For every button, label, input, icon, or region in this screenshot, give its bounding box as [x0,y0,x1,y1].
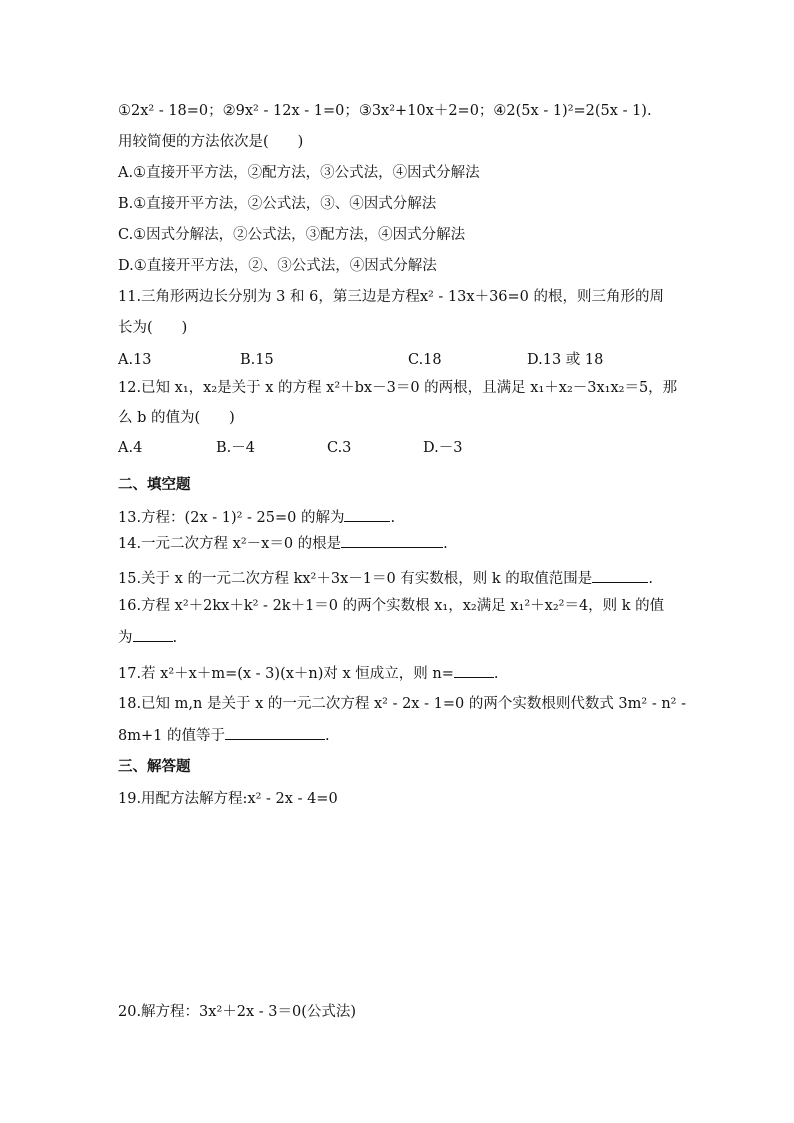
section-answer-heading: 三、解答题 [118,759,191,775]
q16-blank [133,627,173,642]
q11-option-a: A.13 [118,352,152,368]
q16-text: 为 [118,630,133,646]
q18-text: 8m+1 的值等于 [118,728,225,744]
q15-blank [592,568,648,583]
q13 [118,507,395,528]
q10-line1: ①2x² - 18=0；②9x² - 12x - 1=0；③3x²+10x＋2=0；④2(5x - 1)²=2(5x - 1). [118,103,652,119]
q11-line2: 长为( ) [118,320,188,336]
q11-option-b: B.15 [240,352,274,368]
q12-line1: 12.已知 x₁，x₂是关于 x 的方程 x²＋bx－3＝0 的两根，且满足 x₁＋x₂－3x₁x₂＝5，那 [118,380,678,396]
q14-blank [341,533,443,548]
q20: 20.解方程：3x²＋2x - 3＝0(公式法) [118,1004,357,1020]
q17-blank [454,663,494,678]
section-fill-in-heading: 二、填空题 [118,477,191,493]
q13-period: . [390,510,396,526]
q18-blank [225,725,325,740]
q18-line2 [118,725,330,746]
q14 [118,533,448,554]
q10-line2: 用较简便的方法依次是( ) [118,134,304,150]
q18-period: . [324,728,330,744]
q16-line2 [118,627,177,648]
q11-option-c: C.18 [408,352,442,368]
q18-line1: 18.已知 m,n 是关于 x 的一元二次方程 x² - 2x - 1=0 的两个实数根则代数式 3m² - n² - [118,696,686,712]
q13-text: 13.方程：(2x - 1)² - 25=0 的解为 [118,510,345,526]
q10-option-d: D.①直接开平方法，②、③公式法，④因式分解法 [118,258,437,274]
q17-text: 17.若 x²＋x＋m=(x - 3)(x＋n)对 x 恒成立，则 n= [118,666,454,682]
q11-line1: 11.三角形两边长分别为 3 和 6，第三边是方程x² - 13x＋36=0 的根，则三角形的周 [118,289,665,305]
q15-text: 15.关于 x 的一元二次方程 kx²＋3x－1＝0 有实数根，则 k 的取值范围是 [118,571,593,587]
q12-option-c: C.3 [327,440,352,456]
q10-option-a: A.①直接开平方法，②配方法，③公式法，④因式分解法 [118,165,480,181]
q15 [118,568,653,589]
q13-blank [344,507,390,522]
q14-text: 14.一元二次方程 x²－x＝0 的根是 [118,536,342,552]
q16-period: . [172,630,178,646]
q15-period: . [648,571,653,587]
q10-option-b: B.①直接开平方法，②公式法，③、④因式分解法 [118,196,437,212]
q11-option-d: D.13 或 18 [527,352,604,368]
q12-option-b: B.－4 [216,440,255,456]
q17-period: . [493,666,499,682]
q10-option-c: C.①因式分解法，②公式法，③配方法，④因式分解法 [118,227,466,243]
q14-period: . [443,536,448,552]
q16-line1: 16.方程 x²＋2kx＋k² - 2k＋1＝0 的两个实数根 x₁，x₂满足 x₁²＋x₂²＝4，则 k 的值 [118,598,665,614]
q12-option-a: A.4 [118,440,143,456]
q12-line2: 么 b 的值为( ) [118,410,235,426]
q12-option-d: D.－3 [423,440,463,456]
q19: 19.用配方法解方程:x² - 2x - 4=0 [118,791,338,807]
q17 [118,663,499,684]
